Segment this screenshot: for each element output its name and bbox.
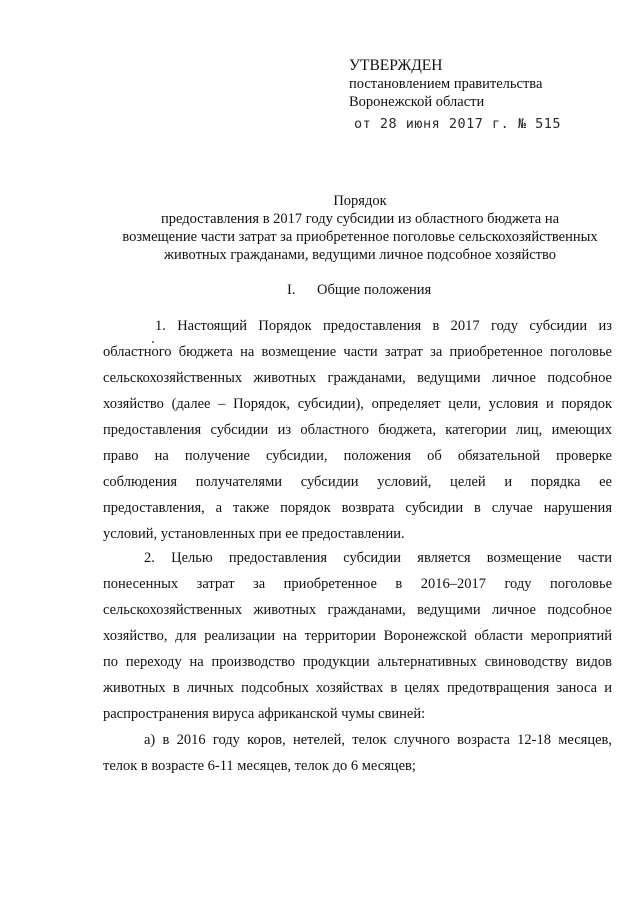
paragraph-line: условий, установленных при ее предоставлении.	[103, 526, 405, 542]
paragraph-line: предоставления, а также порядок возврата субсидии в случае нарушения	[103, 500, 612, 516]
paragraph-line: соблюдения получателями субсидии условий, целей и порядка ее	[103, 474, 612, 490]
list-item-line: телок в возрасте 6-11 месяцев, телок до 6 месяцев;	[103, 758, 416, 774]
paragraph-line: по переходу на производство продукции альтернативных свиноводству видов	[103, 654, 612, 670]
list-item-line: а) в 2016 году коров, нетелей, телок случного возраста 12-18 месяцев,	[144, 732, 612, 748]
paragraph-line: понесенных затрат за приобретенное в 2016–2017 году поголовье	[103, 576, 612, 592]
paragraph-line: сельскохозяйственных животных гражданами, ведущими личное подсобное	[103, 602, 612, 618]
list-item-a	[103, 727, 612, 779]
document-title: Порядок	[333, 193, 387, 209]
document-subtitle-line-1: предоставления в 2017 году субсидии из областного бюджета на	[160, 211, 560, 227]
document-subtitle-line-2: возмещение части затрат за приобретенное поголовье сельскохозяйственных	[122, 229, 598, 245]
section-title: Общие положения	[317, 282, 432, 298]
paragraph-2	[103, 545, 612, 727]
paragraph-1	[103, 313, 612, 547]
paragraph-line: хозяйство (далее – Порядок, субсидии), определяет цели, условия и порядок	[103, 396, 612, 412]
paragraph-line: областного бюджета на возмещение части затрат за приобретенное поголовье	[103, 344, 612, 360]
paragraph-line: распространения вируса африканской чумы свиней:	[103, 706, 426, 722]
paragraph-line: предоставления субсидии из областного бюджета, категории лиц, имеющих	[103, 422, 612, 438]
paragraph-line: право на получение субсидии, положения об обязательной проверке	[103, 448, 612, 464]
paragraph-line: 2. Целью предоставления субсидии является возмещение части	[144, 550, 612, 566]
approval-date-number: от 28 июня 2017 г. № 515	[354, 116, 562, 132]
approval-title: УТВЕРЖДЕН	[349, 57, 443, 74]
document-subtitle-line-3: животных гражданами, ведущими личное подсобное хозяйство	[164, 247, 556, 263]
approval-line-2: Воронежской области	[349, 94, 485, 110]
paragraph-line: 1. Настоящий Порядок предоставления в 2017 году субсидии из	[155, 318, 612, 334]
approval-line-1: постановлением правительства	[349, 76, 543, 92]
paragraph-line: сельскохозяйственных животных гражданами, ведущими личное подсобное	[103, 370, 612, 386]
section-number: I.	[287, 282, 296, 298]
paragraph-line: хозяйство, для реализации на территории Воронежской области мероприятий	[103, 628, 612, 644]
paragraph-line: животных в личных подсобных хозяйствах в целях предотвращения заноса и	[103, 680, 612, 696]
